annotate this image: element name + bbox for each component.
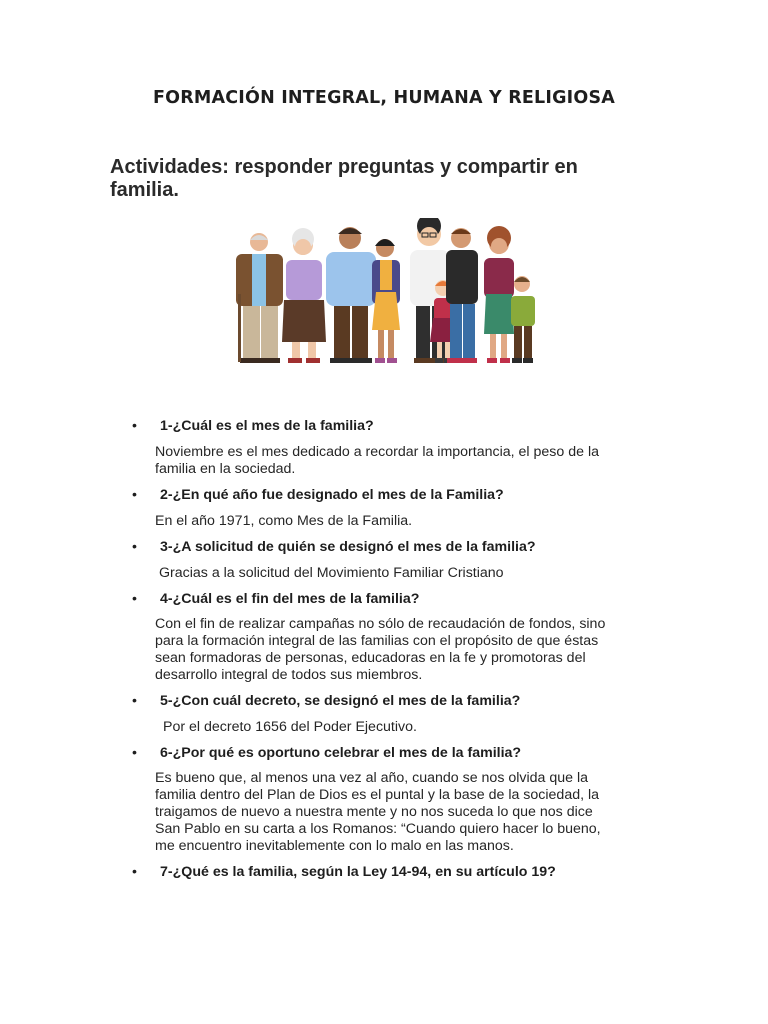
question-5: • 5-¿Con cuál decreto, se designó el mes de la familia? xyxy=(132,693,521,709)
boy-figure xyxy=(511,276,535,363)
answer-2: En el año 1971, como Mes de la Familia. xyxy=(155,513,413,529)
family-group-illustration xyxy=(230,218,540,368)
grandmother-figure xyxy=(282,228,326,363)
activities-subtitle: Actividades: responder preguntas y compartir en familia. xyxy=(110,156,578,201)
question-6: • 6-¿Por qué es oportuno celebrar el mes de la familia? xyxy=(132,745,522,761)
bullet-icon: • xyxy=(132,539,137,555)
question-2: • 2-¿En qué año fue designado el mes de la Familia? xyxy=(132,487,504,503)
answer-1: Noviembre es el mes dedicado a recordar la importancia, el peso de la familia en la sociedad. xyxy=(155,444,599,477)
father-figure xyxy=(326,227,376,363)
bullet-icon: • xyxy=(132,591,137,607)
answer-6: Es bueno que, al menos una vez al año, cuando se nos olvida que la familia dentro del Plan de Dios es el puntal y la base de la sociedad, la traigamos de nuevo a nuestra mente y no nos suceda lo que nos dice San Pablo en su carta a los Romanos: “Cuando quiero hacer lo bueno, me encuentro inevitablemente con lo malo en las manos. xyxy=(155,770,601,854)
aunt-figure xyxy=(484,226,514,363)
bullet-icon: • xyxy=(132,418,137,434)
question-7: • 7-¿Qué es la familia, según la Ley 14-94, en su artículo 19? xyxy=(132,864,556,880)
teen-figure xyxy=(446,228,478,363)
bullet-icon: • xyxy=(132,745,137,761)
bullet-icon: • xyxy=(132,487,137,503)
answer-4: Con el fin de realizar campañas no sólo de recaudación de fondos, sino para la formación integral de las familias con el propósito de que éstas sean formadoras de personas, educadoras en la fe y promotoras del desarrollo integral de todos sus miembros. xyxy=(155,616,606,683)
answer-3: Gracias a la solicitud del Movimiento Familiar Cristiano xyxy=(159,565,504,581)
bullet-icon: • xyxy=(132,693,137,709)
question-3: • 3-¿A solicitud de quién se designó el mes de la familia? xyxy=(132,539,536,555)
grandfather-figure xyxy=(236,233,283,363)
answer-5: Por el decreto 1656 del Poder Ejecutivo. xyxy=(163,719,417,735)
page-title: FORMACIÓN INTEGRAL, HUMANA Y RELIGIOSA xyxy=(152,88,615,108)
bullet-icon: • xyxy=(132,864,137,880)
mother-figure xyxy=(372,239,400,363)
question-1: • 1-¿Cuál es el mes de la familia? xyxy=(132,418,374,434)
question-4: • 4-¿Cuál es el fin del mes de la familia? xyxy=(132,591,420,607)
